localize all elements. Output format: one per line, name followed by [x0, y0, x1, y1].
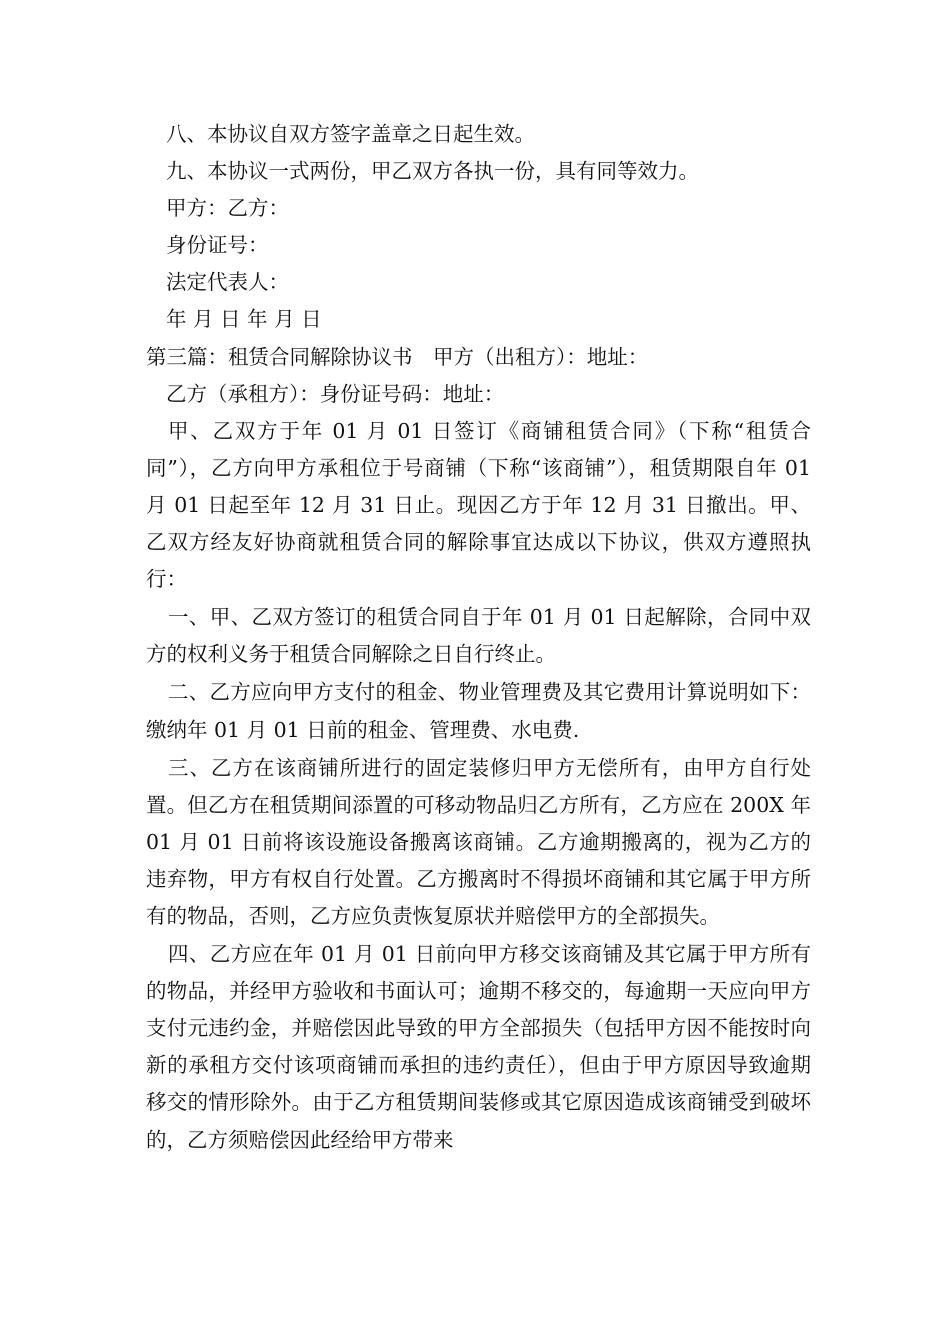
section-3-party-b: 乙方（承租方）：身份证号码：地址：: [166, 381, 505, 406]
clause-9: 九、本协议一式两份，甲乙双方各执一份，具有同等效力。: [166, 159, 699, 184]
clause-8: 八、本协议自双方签字盖章之日起生效。: [166, 122, 535, 146]
clause-2-paragraph: 二、乙方应向甲方支付的租金、物业管理费及其它费用计算说明如下：缴纳年 01 月 01 日前的租金、管理费、水电费.: [146, 680, 811, 742]
clause-1-paragraph: 一、甲、乙双方签订的租赁合同自于年 01 月 01 日起解除，合同中双方的权利义务于租赁合同解除之日自行终止。: [146, 605, 811, 667]
signature-id-number: 身份证号：: [166, 233, 269, 258]
clause-4-paragraph: 四、乙方应在年 01 月 01 日前向甲方移交该商铺及其它属于甲方所有的物品，并经甲方验收和书面认可；逾期不移交的，每逾期一天应向甲方支付元违约金，并赔偿因此导致的甲方全部损失（包括甲方因不能按时向新的承租方交付该项商铺而承担的违约责任），但由于甲方原因导致逾期移交的情形除外。由于乙方租赁期间装修或其它原因造成该商铺受到破坏的，乙方须赔偿因此经给甲方带来: [146, 942, 811, 1152]
document-body: [146, 116, 811, 1159]
signature-legal-representative: 法定代表人：: [166, 270, 289, 295]
clause-3-paragraph: 三、乙方在该商铺所进行的固定装修归甲方无偿所有，由甲方自行处置。但乙方在租赁期间添置的可移动物品归乙方所有，乙方应在 200X 年 01 月 01 日前将该设施设备搬离该商铺。乙方逾期搬离的，视为乙方的违弃物，甲方有权自行处置。乙方搬离时不得损坏商铺和其它属于甲方所有的物品，否则，乙方应负责恢复原状并赔偿甲方的全部损失。: [146, 755, 811, 928]
signature-date: 年 月 日 年 月 日: [166, 307, 322, 332]
agreement-intro-paragraph: 甲、乙双方于年 01 月 01 日签订《商铺租赁合同》（下称“租赁合同”），乙方向甲方承租位于号商铺（下称“该商铺”），租赁期限自年 01 月 01 日起至年 12 月 31 日止。现因乙方于年 12 月 31 日撤出。甲、乙双方经友好协商就租赁合同的解除事宜达成以下协议，供双方遵照执行：: [146, 418, 811, 592]
section-3-title: 第三篇：租赁合同解除协议书 甲方（出租方）：地址：: [146, 344, 649, 369]
signature-parties: 甲方：乙方：: [166, 196, 289, 221]
